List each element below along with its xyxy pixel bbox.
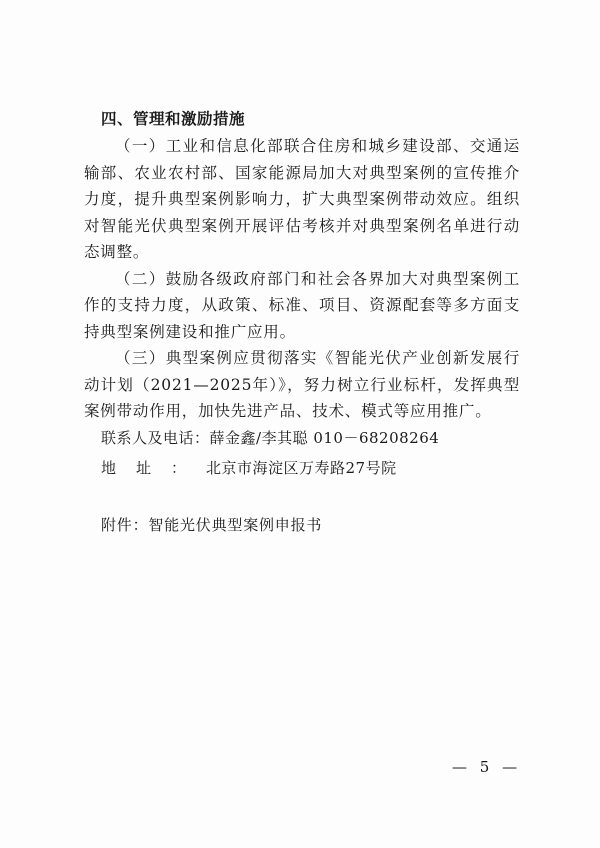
paragraph-2: （二）鼓励各级政府部门和社会各界加大对典型案例工作的支持力度，从政策、标准、项目、资源配套等多方面支持典型案例建设和推广应用。	[84, 269, 520, 341]
address-value: 北京市海淀区万寿路27号院	[206, 459, 397, 477]
address-line	[101, 455, 520, 482]
paragraph-3: （三）典型案例应贯彻落实《智能光伏产业创新发展行动计划（2021—2025年）》，努力树立行业标杆，发挥典型案例带动作用，加快先进产品、技术、模式等应用推广。	[84, 349, 520, 420]
page-number: — 5 —	[452, 758, 522, 776]
section-heading: 四、管理和激励措施	[101, 110, 246, 128]
address-label: 地址：	[101, 459, 207, 477]
paragraph-1: （一）工业和信息化部联合住房和城乡建设部、交通运输部、农业农村部、国家能源局加大对典型案例的宣传推介力度，提升典型案例影响力，扩大典型案例带动效应。组织对智能光伏典型案例开展评估考核并对典型案例名单进行动态调整。	[84, 137, 520, 261]
contact-line	[101, 425, 520, 452]
contact-label: 联系人及电话：	[101, 428, 210, 447]
attachment-line: 附件：智能光伏典型案例申报书	[101, 515, 323, 534]
document-body	[84, 106, 520, 538]
contact-value: 薛金鑫/李其聪 010－68208264	[209, 428, 440, 447]
